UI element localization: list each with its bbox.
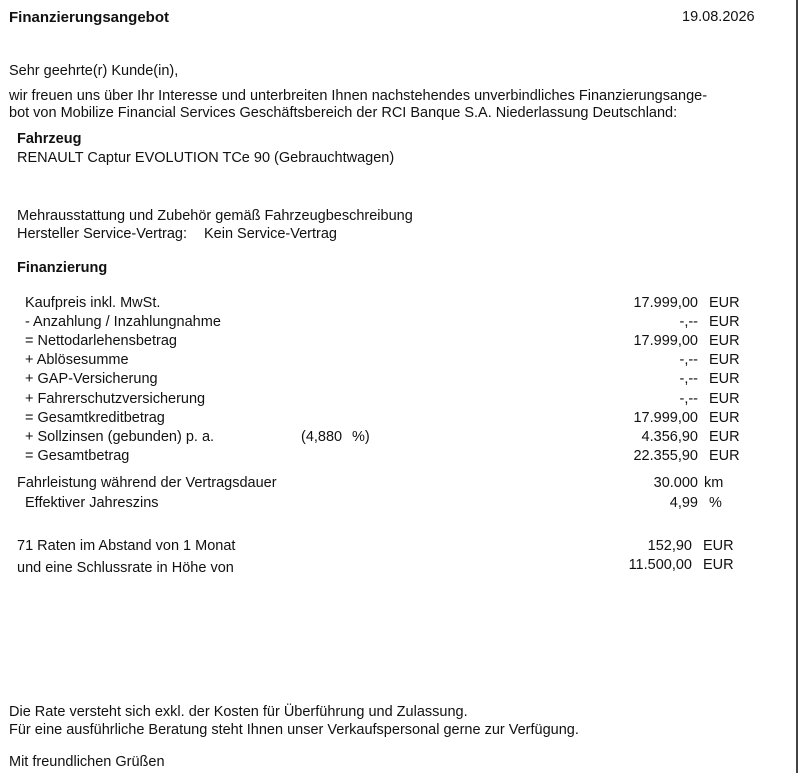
service-contract-label: Hersteller Service-Vertrag: bbox=[17, 226, 188, 242]
financing-row-value: -,-- bbox=[679, 371, 698, 387]
final-rate-value: 11.500,00 bbox=[628, 557, 692, 573]
financing-row-value: 17.999,00 bbox=[633, 295, 698, 311]
financing-row-currency: EUR bbox=[709, 295, 740, 311]
financing-row-label: = Nettodarlehensbetrag bbox=[25, 333, 177, 349]
financing-row-currency: EUR bbox=[709, 448, 740, 464]
financing-row-label: + Sollzinsen (gebunden) p. a. bbox=[25, 429, 215, 445]
footer-note-2: Für eine ausführliche Beratung steht Ihnen unser Verkaufspersonal gerne zur Verfügung. bbox=[9, 722, 579, 738]
effective-rate-value: 4,99 bbox=[669, 495, 698, 511]
financing-row-currency: EUR bbox=[709, 352, 740, 368]
financing-row-currency: EUR bbox=[709, 314, 740, 330]
financing-row-value: 22.355,90 bbox=[633, 448, 698, 464]
final-rate-label: und eine Schlussrate in Höhe von bbox=[17, 560, 234, 576]
mileage-unit: km bbox=[704, 475, 724, 491]
financing-row-currency: EUR bbox=[709, 391, 740, 407]
intro-line-2: bot von Mobilize Financial Services Geschäftsbereich der RCI Banque S.A. Niederlassung Deutschland: bbox=[9, 105, 678, 121]
footer-note-1: Die Rate versteht sich exkl. der Kosten für Überführung und Zulassung. bbox=[9, 704, 468, 720]
mileage-label: Fahrleistung während der Vertragsdauer bbox=[17, 475, 277, 491]
installments-unit: EUR bbox=[703, 538, 734, 554]
financing-row-currency: EUR bbox=[709, 371, 740, 387]
financing-row-currency: EUR bbox=[709, 333, 740, 349]
salutation: Sehr geehrte(r) Kunde(in), bbox=[9, 63, 179, 79]
offer-date: 19.08.2026 bbox=[682, 9, 755, 25]
service-contract-value: Kein Service-Vertrag bbox=[204, 226, 337, 242]
intro-line-1: wir freuen uns über Ihr Interesse und unterbreiten Ihnen nachstehendes unverbindliches Finanzierungsange- bbox=[9, 88, 708, 104]
mileage-value: 30.000 bbox=[653, 475, 698, 491]
financing-row-value: -,-- bbox=[679, 391, 698, 407]
effective-rate-unit: % bbox=[709, 495, 722, 511]
financing-row-label: - Anzahlung / Inzahlungnahme bbox=[25, 314, 221, 330]
financing-row-value: 17.999,00 bbox=[633, 410, 698, 426]
page-right-border bbox=[796, 0, 798, 773]
interest-rate-open: (4,880 bbox=[301, 429, 343, 445]
financing-row-label: + GAP-Versicherung bbox=[25, 371, 158, 387]
financing-row-label: + Ablösesumme bbox=[25, 352, 129, 368]
effective-rate-label: Effektiver Jahreszins bbox=[25, 495, 159, 511]
financing-row-value: 4.356,90 bbox=[641, 429, 698, 445]
financing-row-label: = Gesamtkreditbetrag bbox=[25, 410, 165, 426]
financing-row-currency: EUR bbox=[709, 429, 740, 445]
installments-value: 152,90 bbox=[647, 538, 692, 554]
financing-heading: Finanzierung bbox=[17, 260, 108, 276]
financing-row-value: 17.999,00 bbox=[633, 333, 698, 349]
installments-label: 71 Raten im Abstand von 1 Monat bbox=[17, 538, 236, 554]
final-rate-unit: EUR bbox=[703, 557, 734, 573]
financing-row-label: = Gesamtbetrag bbox=[25, 448, 130, 464]
vehicle-heading: Fahrzeug bbox=[17, 131, 82, 147]
financing-row-label: Kaufpreis inkl. MwSt. bbox=[25, 295, 161, 311]
vehicle-equipment: Mehrausstattung und Zubehör gemäß Fahrzeugbeschreibung bbox=[17, 208, 413, 224]
financing-row-currency: EUR bbox=[709, 410, 740, 426]
page-title: Finanzierungsangebot bbox=[9, 9, 170, 26]
financing-row-value: -,-- bbox=[679, 314, 698, 330]
financing-row-label: + Fahrerschutzversicherung bbox=[25, 391, 206, 407]
financing-row-value: -,-- bbox=[679, 352, 698, 368]
interest-rate-close: %) bbox=[352, 429, 370, 445]
closing: Mit freundlichen Grüßen bbox=[9, 754, 165, 770]
vehicle-model: RENAULT Captur EVOLUTION TCe 90 (Gebrauchtwagen) bbox=[17, 150, 395, 166]
